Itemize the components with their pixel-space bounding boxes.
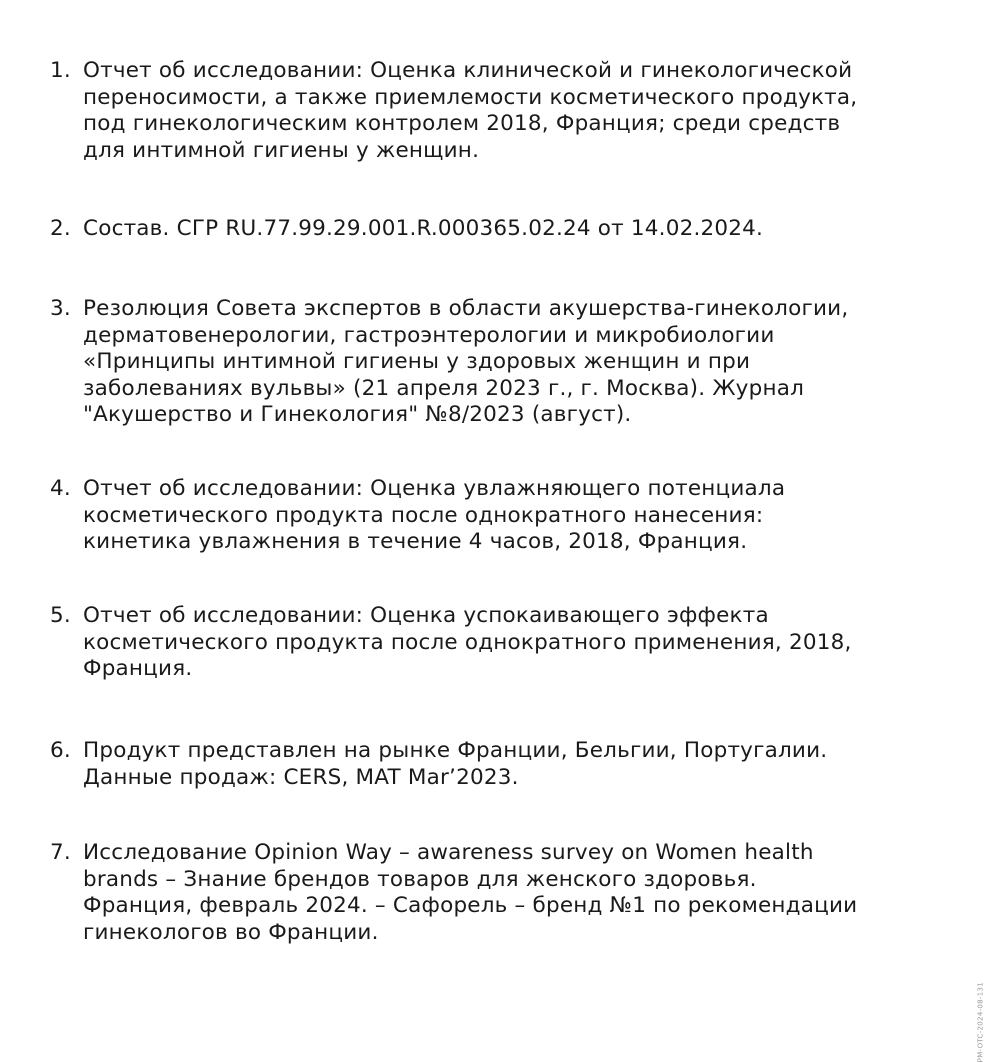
document-code: PM-OTC-2024-08-131 [976,982,984,1062]
reference-item-2 [50,216,763,243]
reference-number: 5. [50,603,71,628]
reference-number: 3. [50,296,71,321]
reference-text: Отчет об исследовании: Оценка успокаивающего эффекта косметического продукта после однократного применения, 2018, Франция. [83,603,852,681]
reference-number: 4. [50,476,71,501]
reference-item-3 [50,296,848,429]
reference-text: Состав. СГР RU.77.99.29.001.R.000365.02.24 от 14.02.2024. [83,216,764,241]
reference-text: Продукт представлен на рынке Франции, Бельгии, Португалии. Данные продаж: CERS, MAT Mar’2023. [83,738,828,790]
reference-item-5 [50,603,852,683]
reference-number: 6. [50,738,71,763]
reference-text: Отчет об исследовании: Оценка клинической и гинекологической переносимости, а также приемлемости косметического продукта, под гинекологическим контролем 2018, Франция; среди средств для интимной гигиены у женщин. [83,58,858,163]
reference-number: 7. [50,840,71,865]
reference-text: Отчет об исследовании: Оценка увлажняющего потенциала косметического продукта после однократного нанесения: кинетика увлажнения в течение 4 часов, 2018, Франция. [83,476,786,554]
reference-item-6 [50,738,827,791]
reference-item-7 [50,840,857,946]
reference-item-1 [50,58,857,164]
reference-number: 2. [50,216,71,241]
reference-text: Исследование Opinion Way – awareness survey on Women health brands – Знание брендов товаров для женского здоровья. Франция, февраль 2024. – Сафорель – бренд №1 по рекомендации гинекологов во Франции. [83,840,858,945]
reference-item-4 [50,476,785,556]
reference-text: Резолюция Совета экспертов в области акушерства-гинекологии, дерматовенерологии, гастроэнтерологии и микробиологии «Принципы интимной гигиены у здоровых женщин и при заболеваниях вульвы» (21 апреля 2023 г., г. Москва). Журнал "Акушерство и Гинекология" №8/2023 (август). [83,296,849,427]
reference-number: 1. [50,58,71,83]
